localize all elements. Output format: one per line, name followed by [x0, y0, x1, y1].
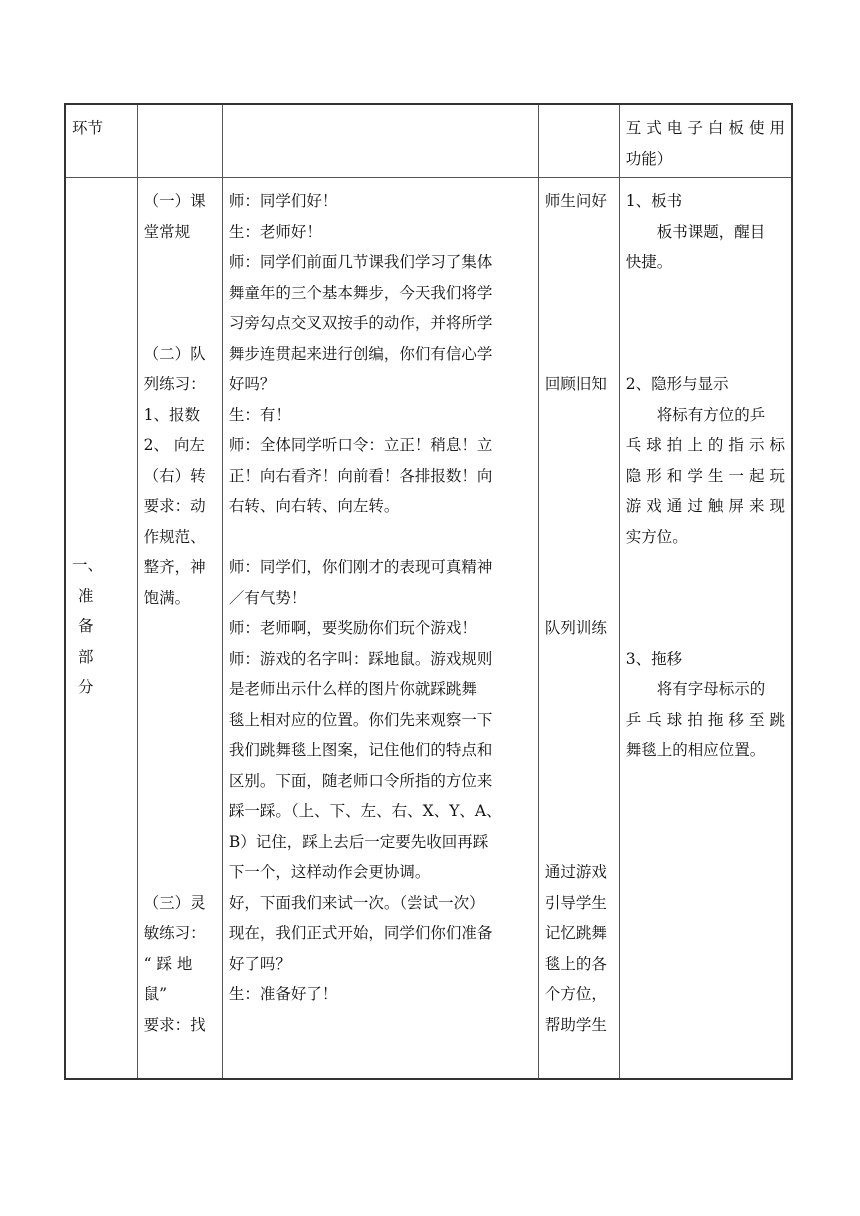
whiteboard-line: 将标有方位的乒 — [656, 405, 766, 424]
content-line: 敏练习： — [143, 924, 206, 942]
intent-line: 帮助学生 — [544, 1015, 607, 1034]
dialogue-line: ／有气势！ — [228, 588, 307, 607]
intent-line: 个方位， — [544, 985, 607, 1003]
whiteboard-line: 乒乓球拍拖移至跳 — [625, 710, 785, 729]
dialogue-line: 师：老师啊，要奖励你们玩个游戏！ — [228, 619, 477, 637]
content-line: 列练习： — [143, 375, 206, 393]
stage-line: 备 — [78, 617, 94, 635]
intent-line: 师生问好 — [544, 192, 607, 210]
whiteboard-title: 1、板书 — [625, 192, 683, 210]
whiteboard-line: 舞毯上的相应位置。 — [625, 741, 766, 759]
intent-line: 回顾旧知 — [544, 375, 607, 393]
dialogue-line: 右转、向右转、向左转。 — [228, 497, 400, 515]
dialogue-line: 踩一踩。（上、下、左、右、X、Y、A、 — [228, 802, 502, 820]
intent-cell — [538, 178, 619, 1080]
content-line: 要求：动 — [143, 497, 206, 515]
intent-line: 队列训练 — [544, 619, 607, 637]
whiteboard-line: 乓球拍上的指示标 — [625, 436, 785, 454]
header-cell-intent — [538, 104, 619, 178]
dialogue-line: 正！向右看齐！向前看！各排报数！向 — [228, 466, 493, 485]
dialogue-line: 现在，我们正式开始，同学们你们准备 — [228, 924, 493, 942]
dialogue-line: 舞步连贯起来进行创编，你们有信心学 — [228, 344, 493, 363]
stage-line: 一、 — [72, 556, 104, 574]
intent-line: 通过游戏 — [544, 863, 607, 881]
content-line: 鼠” — [143, 985, 168, 1003]
whiteboard-line: 快捷。 — [625, 253, 673, 271]
dialogue-line: 师：同学们，你们刚才的表现可真精神 — [228, 558, 493, 576]
header-cell-stage: 环节 — [65, 104, 137, 178]
dialogue-line: B）记住，踩上去后一定要先收回再踩 — [228, 832, 489, 851]
content-line: “ 踩 地 — [143, 954, 193, 973]
dialogue-line: 好吗？ — [228, 375, 276, 393]
content-cell — [137, 178, 222, 1080]
dialogue-line: 师：同学们前面几节课我们学习了集体 — [228, 253, 493, 271]
header-cell-content — [137, 104, 222, 178]
dialogue-line: 毯上相对应的位置。你们先来观察一下 — [228, 710, 493, 729]
content-line: （一）课 — [143, 192, 206, 210]
dialogue-line: 师：全体同学听口令：立正！稍息！立 — [228, 436, 493, 454]
content-line: （二）队 — [143, 344, 206, 363]
dialogue-line: 师：游戏的名字叫：踩地鼠。游戏规则 — [228, 649, 493, 668]
dialogue-line: 习旁勾点交叉双按手的动作，并将所学 — [228, 314, 493, 332]
table-body-row — [65, 178, 792, 1080]
dialogue-line: 好，下面我们来试一次。（尝试一次） — [228, 893, 485, 912]
whiteboard-title: 3、拖移 — [625, 649, 683, 668]
dialogue-line: 是老师出示什么样的图片你就踩跳舞 — [228, 680, 477, 698]
whiteboard-title: 2、隐形与显示 — [625, 375, 729, 393]
whiteboard-line: 游戏通过触屏来现 — [625, 497, 785, 515]
dialogue-line: 区别。下面，随老师口令所指的方位来 — [228, 771, 493, 790]
whiteboard-line: 实方位。 — [625, 527, 688, 546]
lesson-plan-table — [64, 103, 793, 1080]
stage-line: 分 — [78, 678, 94, 696]
activity-cell — [222, 178, 538, 1080]
dialogue-line: 好了吗？ — [228, 954, 291, 973]
content-line: （右）转 — [143, 466, 206, 485]
content-line: 要求：找 — [143, 1015, 206, 1034]
intent-line: 引导学生 — [544, 893, 607, 912]
content-line: 堂常规 — [143, 222, 191, 241]
dialogue-line: 生：有！ — [228, 405, 291, 424]
content-line: 整齐，神 — [143, 558, 206, 576]
intent-line: 记忆跳舞 — [544, 924, 607, 942]
table-header-row — [65, 104, 792, 178]
whiteboard-cell — [619, 178, 792, 1080]
content-line: 作规范、 — [143, 527, 206, 546]
whiteboard-line: 板书课题，醒目 — [656, 222, 766, 241]
dialogue-line: 舞童年的三个基本舞步，今天我们将学 — [228, 283, 493, 302]
stage-line: 准 — [78, 586, 94, 605]
intent-line: 毯上的各 — [544, 954, 607, 973]
stage-cell — [65, 178, 137, 1080]
dialogue-line: 下一个，这样动作会更协调。 — [228, 863, 431, 881]
dialogue-line: 师：同学们好！ — [228, 192, 338, 210]
whiteboard-line: 将有字母标示的 — [656, 680, 766, 698]
content-line: 1、报数 — [143, 405, 201, 424]
content-line: 饱满。 — [143, 588, 191, 607]
stage-line: 部 — [78, 647, 94, 666]
dialogue-line: 生：老师好！ — [228, 222, 322, 241]
header-cell-whiteboard: 互式电子白板使用 功能） — [619, 104, 792, 178]
dialogue-line: 生：准备好了！ — [228, 985, 338, 1003]
header-cell-activity — [222, 104, 538, 178]
whiteboard-line: 隐形和学生一起玩 — [625, 466, 785, 485]
content-line: 2、 向左 — [143, 436, 205, 454]
dialogue-line: 我们跳舞毯上图案，记住他们的特点和 — [228, 741, 493, 759]
content-line: （三）灵 — [143, 893, 206, 912]
